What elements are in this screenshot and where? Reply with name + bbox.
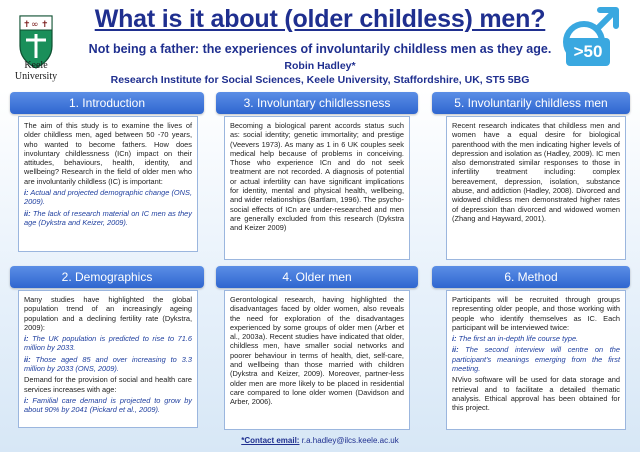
logo-text-keele: Keele <box>24 60 48 71</box>
demographics-point-1 <box>24 334 192 353</box>
older-men-panel <box>224 290 410 430</box>
intro-point-2-text: The lack of research material on IC men as they age (Dykstra and Keizer, 2009). <box>24 208 192 227</box>
method-point-1-label: i: <box>452 334 457 344</box>
logo-text-university: University <box>14 71 58 82</box>
method-heading: 6. Method <box>432 266 630 288</box>
intro-point-1 <box>24 188 192 207</box>
contact-line <box>0 436 640 445</box>
method-point-2-label: ii: <box>452 345 459 355</box>
method-paragraph: Participants will be recruited through groups representing older people, and those working with people who identify themselves as IC. Each participant will be interviewed twice: <box>452 295 620 332</box>
demographics-point-1-text: The UK population is predicted to rise to 71.6 million by 2033. <box>24 334 192 353</box>
involuntary-paragraph: Becoming a biological parent accords status such as: social identity; genetic immortality; and prestige (Veevers 1973). As many as 1 in 6 UK couples seek medical help because of problems in conceiving. Those who experience ICn and do not seek treatment are not recorded. A diagnosis of potential or actual infertility can have significant implications for identity, mental and physical health, wellbeing, and wider relationships (Bartlam, 1996). The psycho-social effects of ICn are under-researched and men are generally excluded from this research (Dykstra and Keizer 2009) <box>230 121 404 233</box>
method-point-1-text: The first an in-depth life course type. <box>456 334 579 344</box>
age-badge: >50 <box>566 38 610 66</box>
demographics-point-3 <box>24 396 192 415</box>
involuntary-panel <box>224 116 410 260</box>
involuntary-heading: 3. Involuntary childlessness <box>216 92 418 114</box>
involuntary-men-heading: 5. Involuntarily childless men <box>432 92 630 114</box>
demographics-point-3-text: Familial care demand is projected to grow by about 90% by 2041 (Pickard et al., 2009). <box>24 395 192 415</box>
institute-address: Research Institute for Social Sciences, Keele University, Staffordshire, UK, ST5 5BG <box>110 74 530 86</box>
intro-point-1-label: i: <box>24 188 29 198</box>
demographics-point-2-label: ii: <box>24 354 31 364</box>
demographics-point-2-text: Those aged 85 and over increasing to 3.3 million by 2033 (ONS, 2009). <box>24 354 192 374</box>
intro-point-2-label: ii: <box>24 208 31 218</box>
intro-panel <box>18 116 198 252</box>
demographics-point-2 <box>24 355 192 374</box>
involuntary-men-paragraph: Recent research indicates that childless men and women have a equal desire for biological parenthood with the men indicating higher levels of depression and isolation as (Hadley, 2009). IC men also demonstrated similar responses to those in infertility treatment including: complex bereavement, depression, isolation, substance abuse, and addiction (Hadley, 2008). Divorced and widowed childless men demonstrated higher rates of depression than divorced and widowed women (Zhang and Hayward, 2001). <box>452 121 620 223</box>
older-men-heading: 4. Older men <box>216 266 418 288</box>
older-men-paragraph: Gerontological research, having highlighted the disadvantages faced by older women, also reveals the need for exploration of the disadvantages experienced by some groups of older men (Arber et al., 2003a). Recent studies have indicated that older, childless men, have smaller social networks and poorer behaviour in terms of health, diet, self-care, and wellbeing than those married with children (Dykstra and Keizer, 2009). Moreover, partner-less older men are more likely to be placed in residential care compared to lone older women (Davidson and Arber, 2006). <box>230 295 404 407</box>
method-panel <box>446 290 626 430</box>
intro-heading: 1. Introduction <box>10 92 204 114</box>
demographics-heading: 2. Demographics <box>10 266 204 288</box>
involuntary-men-panel <box>446 116 626 260</box>
demographics-paragraph: Many studies have highlighted the global population trend of an increasingly ageing population and a declining fertility rate (Dykstra, 2009): <box>24 295 192 332</box>
intro-point-1-text: Actual and projected demographic change (ONS, 2009). <box>24 188 192 207</box>
logo-caption <box>4 60 68 82</box>
method-paragraph-2: NVivo software will be used for data storage and retrieval and to facilitate a detailed thematic analysis. Ethical approval has been obtained for this project. <box>452 375 620 413</box>
svg-text:✝: ✝ <box>41 20 49 30</box>
demographics-panel <box>18 290 198 428</box>
method-point-2-text: The second interview will centre on the participant's meanings emerging from the first meeting. <box>452 345 620 374</box>
poster-subtitle: Not being a father: the experiences of involuntarily childless men as they age. <box>88 42 552 56</box>
demographics-point-3-label: i: <box>24 395 29 405</box>
method-point-1 <box>452 334 620 343</box>
svg-text:✝: ✝ <box>23 20 31 30</box>
intro-point-2 <box>24 209 192 228</box>
svg-text:∞: ∞ <box>31 20 39 30</box>
demographics-point-1-label: i: <box>24 334 29 344</box>
contact-label: *Contact email: <box>241 436 300 445</box>
author-name: Robin Hadley* <box>284 60 356 72</box>
poster-title: What is it about (older childless) men? <box>94 5 546 33</box>
demographics-paragraph-2: Demand for the provision of social and health care services increases with age: <box>24 375 192 394</box>
method-point-2 <box>452 345 620 373</box>
intro-paragraph: The aim of this study is to examine the lives of older childless men, aged between 50 -70 years, who wanted to become fathers. How does involuntary childlessness (ICn) impact on their attitudes, behaviours, health, identity, and wellbeing? Research in the field of older men who are involuntarily childless (IC) is important: <box>24 121 192 186</box>
contact-email-link[interactable]: r.a.hadley@ilcs.keele.ac.uk <box>299 436 399 445</box>
